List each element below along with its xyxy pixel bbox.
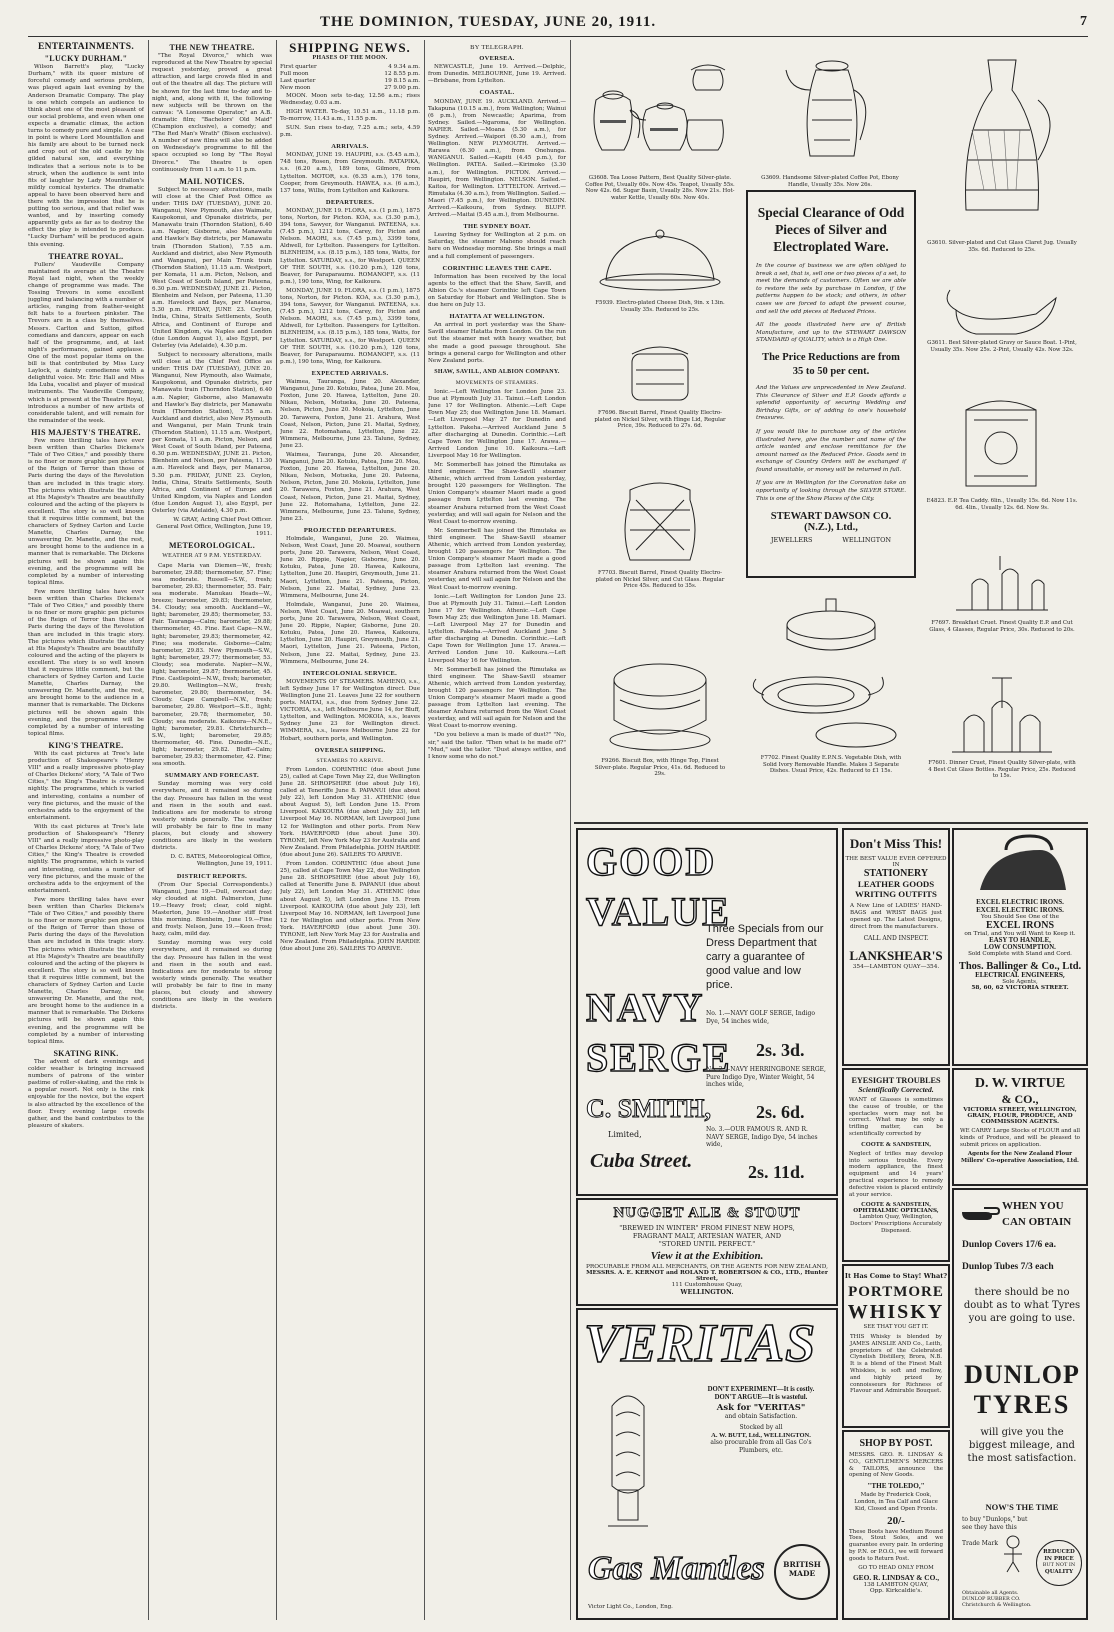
veritas-line: A. W. BUTT, Ltd., WELLINGTON.: [711, 1431, 811, 1439]
article-title: "LUCKY DURHAM.": [44, 54, 128, 64]
dunlop-now-text: to buy "Dunlops," but see they have this: [962, 1516, 1028, 1531]
article-body: Holmdale, Wanganui, June 20. Waimea, Nelson, West Coast, June 20. Moawai, southern ports, June 20. Tarawera, Nelson, West Coast, June 20. Rippie, Napier, Gisborne, June 20. Kotuku, Patea, June 20. Hawea, Kaikoura, Lyttelton, June 20. Haupiri, Greymouth, June 21. Maori, Lyttelton, June 21. Pateena, Picton, Nelson, June 22. Maitai, Sydney, June 23. Wimmera, Melbourne, June 24.: [280, 536, 420, 599]
article-body: Few more thrilling tales have ever been written than Charles Dickens's "Tale of Two Cities," and possibly there is no finer or more graphic pen pictures of the Reign of Terror than those of Paris during the days of the Revolution than are included in this tragic story. The pictures which illustrate the story at His Majesty's Theatre are beautifully coloured and the acting of the players is excellent. The story is so well known that it requires little comment, but the characters of Sydney Carton and Lucie Manette, Charles Darnay, the unwavering Dr. Manette, and the rest, are brought home to the audience in a manner that is remarkable. The Dickens pictures will be shown again this evening, and the programme will be completed by a number of interesting topical films.: [28, 896, 144, 1045]
moon-phase-row: Full moon 12 8.55 p.m.: [280, 71, 420, 78]
article-title: THE SYDNEY BOAT.: [463, 223, 531, 231]
portmore-whisky: WHISKY: [847, 1301, 945, 1323]
eyesight-role: OPHTHALMIC OPTICIANS,: [853, 1208, 939, 1215]
silverware-ad: [576, 40, 1088, 818]
nugget-line: FRAGRANT MALT, ARTESIAN WATER, AND: [632, 1232, 782, 1240]
article-body: Sunday morning was very cold everywhere, and it remained so during the day. Pressure has fallen in the west and risen in the south and east. Indications are for moderate to strong westerly winds generally. The weather will probably be fair to fine in many places, but cloudy and showery conditions are likely in the western districts.: [152, 781, 272, 852]
eyesight-name: COOTE & SANDSTEIN,: [861, 1201, 931, 1209]
item-caption: F7702. Finest Quality E.P.N.S. Vegetable Dish, with Solid Ivory Removable Handle. Makes 3 Separate Dishes. Usual Price, 42s. Reduced to £1 15s.: [760, 755, 902, 775]
notice-title: Special Clearance of Odd Pieces of Silver and Electroplated Ware.: [757, 205, 905, 254]
stamp-text: BRITISH: [783, 1560, 821, 1569]
seal-text: BUT NOT IN: [1042, 1562, 1076, 1568]
signoff: D. C. BATES, Meteorological Office, Wellington, June 19, 1911.: [170, 854, 272, 868]
article-body: MONDAY, JUNE 19. HAUPIRI, s.s. (5.45 a.m.), 748 tons, Rosen, from Greymouth. RATAPIKA, s.s. (6.20 a.m.), 189 tons, Gilmore, from Lyttelton. MOTOR, s.s. (6.35 a.m.), 176 tons, Cooper, from Greymouth. HAWEA, s.s. (6 a.m.), 137 tons, Willis, from Lyttelton and Kaikoura.: [280, 152, 420, 194]
column-rule: [570, 40, 571, 1620]
column-entertainments: [28, 40, 144, 1620]
serge-price-3: 2s. 11d.: [748, 1162, 805, 1182]
moon-phase-row: New moon 27 9.00 p.m.: [280, 85, 420, 92]
dunlop-trademark-label: Trade Mark: [962, 1540, 998, 1547]
item-caption: G3608. Tea Loose Pattern, Best Quality Silver-plate. Coffee Pot, Usually 60s. Now 45s. Teapot, Usually 55s. Now 42s. 6d. Sugar Basin, Usually 28s. Now 21s. Hot-water Kettle, Usually 60s. Now 40s.: [585, 175, 735, 201]
excel-title: EXCEL ELECTRIC IRONS.: [976, 906, 1064, 914]
post-addr: 138 LAMBTON QUAY,: [863, 1581, 929, 1588]
post-text: Made by Frederick Cook, London, in Tea Calf and Glace Kid, Closed and Open Fronts.: [854, 1492, 938, 1512]
post-item: "THE TOLEDO,": [867, 1482, 925, 1491]
dunlop-brand: TYRES: [973, 1390, 1071, 1419]
lankshear-cat: WRITING OUTFITS: [855, 889, 937, 899]
article-title: DISTRICT REPORTS.: [176, 872, 248, 880]
excel-line: Sold Complete with Stand and Cord.: [968, 951, 1072, 957]
dunlop-brand: DUNLOP: [964, 1360, 1080, 1389]
article-body: Subject to necessary alterations, mails will close at the Chief Post Office as under: THIS DAY (TUESDAY), JUNE 20. Wanganui, New Plymouth, also Waimate, Kaupokonui, and Opunake districts, per Manawatu train (Thorndon Station), 6.40 a.m. Napier, Gisborne, also Manawatu and Hawke's Bay districts, per Manawatu train (Thorndon Station), 7.55 a.m. Auckland and district, also New Plymouth and Wanganui, per Main Trunk train (Thorndon Station), 11.15 a.m. Westport, per Komata, 11 a.m. Picton, Nelson, and West Coast of South Island, per Pateena, 6.30 p.m. WEDNESDAY, JUNE 21. Picton, Blenheim and Nelson, per Pateena, 11.30 a.m. Havelock and Bays, per Manaroa, 5.30 p.m. FRIDAY, JUNE 23. Ceylon, India, China, Straits Settlements, South Africa, and Continent of Europe and United Kingdom, via Naples and London (due London August 1), also Egypt, per Osterley (via Adelaide), 4.30 p.m.: [152, 351, 272, 514]
veritas-brand: VERITAS: [584, 1313, 817, 1373]
serge-item-1: No. 1.—NAVY GOLF SERGE, Indigo Dye, 54 inches wide,: [706, 1010, 815, 1025]
lankshear-cat: STATIONERY: [863, 868, 929, 879]
item-caption: F7697. Breakfast Cruet. Finest Quality E.P. and Cut Glass, 4 Glasses, Regular Price, 30s. Reduced to 20s.: [929, 620, 1075, 633]
eyesight-sub: Scientifically Corrected.: [858, 1085, 934, 1094]
nugget-line: PROCURABLE FROM ALL MERCHANTS, OR THE AGENTS FOR NEW ZEALAND,: [586, 1264, 828, 1270]
trade-mark-figure-icon: [998, 1534, 1028, 1574]
item-caption: F7601. Dinner Cruet, Finest Quality Silver-plate, with 4 Best Cut Glass Bottles. Regular Price, 25s. Reduced to 15s.: [928, 760, 1076, 780]
excel-line: LOW CONSUMPTION.: [984, 944, 1056, 951]
cheese-dish-illustration: [576, 220, 744, 340]
lankshear-title: Don't Miss This!: [849, 836, 943, 851]
article-title: HATATTA AT WELLINGTON.: [449, 313, 545, 321]
portmore-name: PORTMORE: [848, 1284, 944, 1300]
virtue-agents: Agents for the New Zealand Flour Millers' Co-operative Association, Ltd.: [961, 1151, 1079, 1165]
item-caption: G3609. Handsome Silver-plated Coffee Pot, Ebony Handle, Usually 35s. Now 26s.: [761, 175, 899, 188]
virtue-co: & CO.,: [1001, 1092, 1039, 1106]
item-caption: G3610. Silver-plated and Cut Glass Claret Jug. Usually 35s. 6d. Reduced to 25s.: [927, 240, 1077, 253]
article-body: With its cast pictures at Tree's late production of Shakespeare's "Henry VIII" and a really impressive photo-play of Charles Dickens' story, "A Tale of Two Cities," the King's Theatre is crowded nightly. The programme, which is varied and interesting, contains a number of very fine pictures, and the music of the orchestra adds to the enjoyment of the entertainment.: [28, 823, 144, 894]
article-body: Ionic.—Left Wellington for London June 23. Due at Plymouth July 31. Tainui.—Left London June 17 for Wellington. Athenic.—Left Cape Town May 25; due Wellington June 18. Mamari.—Left Liverpool May 27 for Dunedin and Lyttelton. Pakeha.—Arrived Auckland June 5 after discharging at Dunedin. Corinthic.—Left Cape Town for Wellington June 17. Arawa.—Arrived London June 10. Kaikoura.—Left Liverpool May 16 for Wellington.: [428, 593, 566, 664]
article-body: NEWCASTLE, June 19. Arrived.—Delphic, from Dunedin. MELBOURNE, June 19. Arrived.—Brisbane, from Lyttelton.: [428, 64, 566, 85]
nugget-addr: 111 Customhouse Quay,: [671, 1282, 743, 1288]
seal-text: IN PRICE: [1044, 1555, 1074, 1562]
dunlop-when: WHEN YOU: [1002, 1200, 1064, 1212]
virtue-line: VICTORIA STREET, WELLINGTON,: [963, 1107, 1077, 1113]
eyesight-text: Neglect of trifles may develop into serious trouble. Every modern appliance, the finest equipment and 14 years' practical experience to remedy defective vision is placed entirely at your service.: [849, 1150, 943, 1198]
dunlop-text: will give you the biggest mileage, and the most satisfaction.: [967, 1427, 1077, 1464]
dunlop-tubes: Dunlop Tubes 7/3 each: [962, 1262, 1054, 1272]
article-body: MONDAY, JUNE 19. FLORA, s.s. (1 p.m.), 1875 tons, Norton, for Picton. KOA, s.s. (3.30 p.m.), 394 tons, Sawyer, for Wanganui. PATEENA, s.s. (7.45 p.m.), 1212 tons, Carey, for Picton and Nelson. MAORI, s.s. (7.45 p.m.), 3399 tons, Aldwell, for Lyttelton. Passengers for Lyttelton. BLENHEIM, s.s. (8.15 p.m.), 185 tons, Watts, for Lyttelton. SATURDAY, s.s., for Westport. QUEEN OF THE SOUTH, s.s. (10.20 p.m.), 126 tons, Beaver, for Paraparaumu. ROMANOFF, s.s. (11 p.m.), 190 tons, Wing, for Kaikoura.: [280, 287, 420, 365]
good-heading: GOOD: [586, 839, 717, 884]
article-title: BY TELEGRAPH.: [470, 44, 524, 51]
british-made-stamp: [774, 1544, 830, 1600]
page-number: 7: [1080, 14, 1087, 29]
article-title: COASTAL.: [479, 89, 515, 97]
firm-sub: JEWELLERS WELLINGTON: [770, 536, 892, 545]
portmore-line: It Has Come to Stay! What?: [844, 1272, 948, 1280]
claret-jug-illustration: [916, 40, 1088, 280]
article-body: Waimea, Tauranga, June 20. Alexander, Wanganui, June 20. Kotuku, Patea, June 20. Moa, Foxton, June 20. Hawea, Lyttelton, June 20. Nikau, Nelson, Motueka, June 20. Pateena, Nelson, Picton, June 20. Mokoia, Lyttelton, June 20. Tarawera, Foxton, June 21. Arahura, West Coast, Nelson, Picton, June 21. Maitai, Sydney, June 22. Rotomahana, Lyttelton, June 22. Wimmera, Melbourne, June 23. Talune, Sydney, June 23.: [280, 451, 420, 522]
biscuit-barrel-illustration: [576, 340, 744, 470]
column-notices: [152, 40, 272, 1620]
value-heading: VALUE: [586, 889, 731, 934]
excel-title: EXCEL ELECTRIC IRONS.: [976, 898, 1064, 906]
article-body: An arrival in port yesterday was the Shaw-Savill steamer Hatatta from London. On the run out the steamer met with heavy weather, but she made a good passage throughout. She brings a general cargo for Wellington and other New Zealand ports.: [428, 322, 566, 364]
portmore-ad: [842, 1264, 950, 1428]
article-body: MONDAY, JUNE 19. AUCKLAND. Arrived.—Takapuna (10.15 a.m.), from Wellington; Wainui (6 p.m.), from Newcastle; Aparima, from Sydney. Sailed.—Ngaroma, for Wellington. NAPIER. Sailed.—Moana (5.30 a.m.), for Sydney. Arrived.—Waipori (6.30 a.m.), from Wellington. NEW PLYMOUTH. Arrived.—Rarawa (6.30 a.m.), from Onehunga. WANGANUI. Sailed.—Kapiti (4.45 p.m.), for Wellington. PATEA. Sailed.—Kirimoko (3.30 a.m.), for Wellington. PICTON. Arrived.—Haupiri, from Wellington. NELSON. Sailed.—Kaitoa, for Wellington. LYTTELTON. Arrived.—Rimutaka (4.30 a.m.), from Wellington. Sailed.—Maori (7.45 p.m.), for Wellington. DUNEDIN. Arrived.—Kaikoura, from Sydney. BLUFF. Arrived.—Maitai (5.45 a.m.), from Melbourne.: [428, 98, 566, 219]
section-heading: ENTERTAINMENTS.: [37, 42, 135, 52]
post-firm: GEO. R. LINDSAY & CO.,: [852, 1572, 940, 1582]
item-caption: F7696. Biscuit Barrel, Finest Quality Electro-plated on Nickel Silver, with Hinge Lid, Regular Price, 39s. Reduced to 27s. 6d.: [594, 410, 726, 430]
article-body: Information has been received by the local agents to the effect that the Shaw, Savill, and Albion Co.'s steamer Corinthic left Cape Town on Saturday for Hobart and Wellington. She is due here on July 13.: [428, 273, 566, 309]
article-body: Wilson Barrett's play, "Lucky Durham," with its queer mixture of forceful comedy and serious problem, was played again last evening by the Anderson Dramatic Company. The play is one which compels an audience to think about one of the most pleasant of our social problems, and even when one expects a dramatic climax, the action turns to comedy pure and simple. A case in point is where Lord Mountfallon and his family are about to be turned neck and crop out of the old castle by his gilded natural son, and everything indicates that a serious note is to be struck, when the audience is sent into fits of laughter by Lady Mountfallon's mildly comical hysterics. The dramatic appeal to have been observed here and there with the impression that he is putting too serious, and that relief was wanted, and by inserting comedy apparently gets as far as to destroy the effect the play is intended to produce. "Lucky Durham" will be produced again this evening.: [28, 64, 144, 248]
reduced-price-seal: [1036, 1540, 1082, 1586]
article-body: Subject to necessary alterations, mails will close at the Chief Post Office as under: THIS DAY (TUESDAY), JUNE 20. Wanganui, New Plymouth, also Waimate, Kaupokonui, and Opunake districts, per Manawatu train (Thorndon Station), 6.40 a.m. Napier, Gisborne, also Manawatu and Hawke's Bay districts, per Manawatu train (Thorndon Station), 7.55 a.m. Auckland and district, also New Plymouth and Wanganui, per Main Trunk train (Thorndon Station), 11.15 a.m. Westport, per Komata, 11 a.m. Picton, Nelson, and West Coast of South Island, per Pateena, 6.30 p.m. WEDNESDAY, JUNE 21. Picton, Blenheim and Nelson, per Pateena, 11.30 a.m. Havelock and Bays, per Manaroa, 5.30 p.m. FRIDAY, JUNE 23. Ceylon, India, China, Straits Settlements, South Africa, and Continent of Europe and United Kingdom, via Naples and London (due London August 1), also Egypt, per Osterley (via Adelaide), 4.30 p.m.: [152, 186, 272, 349]
article-title: HIS MAJESTY'S THEATRE.: [31, 427, 141, 437]
stamp-text: MADE: [788, 1569, 816, 1578]
lankshear-text: A New Line of LADIES' HAND-BAGS and WRIST BAGS just opened up. The Latest Designs, direct from the manufacturers.: [850, 903, 942, 930]
article-title: INTERCOLONIAL SERVICE.: [302, 669, 398, 677]
post-text: These Boots have Medium Round Toes, Stout Soles, and we guarantee every pair. In ordering by P.N. or P.O.O., we will forward goods to Return Post.: [849, 1528, 943, 1562]
biscuit-box-illustration: [576, 640, 744, 816]
article-subtitle: WEATHER AT 9 P.M. YESTERDAY.: [162, 553, 262, 560]
smith-street: Cuba Street.: [590, 1150, 693, 1172]
dunlop-covers: Dunlop Covers 17/6 ea.: [962, 1240, 1056, 1250]
article-body: Mr. Sommerbell has joined the Rimutaka as third engineer. The Shaw-Savill steamer Athenic, which arrived from London yesterday, brought 120 passengers for Wellington. The Union Company's steamer Maori made a good passage from Lyttelton last evening. The steamer Arahura returned from the West Coast yesterday, and will sail again for Nelson and the West Coast to-morrow evening.: [428, 461, 566, 525]
eyesight-text: WANT of Glasses is sometimes the cause of trouble, or the spectacles worn may not be correct. What may be only a trifling matter, can be scientifically corrected by: [849, 1097, 943, 1137]
veritas-line: and obtain Satisfaction.: [724, 1412, 798, 1420]
veritas-line: Stocked by all: [739, 1424, 783, 1431]
lankshear-line: IN: [892, 862, 900, 868]
article-body: The advent of dark evenings and colder weather is bringing increased numbers of patrons of the winter pastime of roller-skating, and the rink is a popular resort. Not only is the rink enjoyable for the novice, but the expert is also attracted by the excellence of the floor. Every evening large crowds gather, and the band contributes to the pleasure of skaters.: [28, 1058, 144, 1129]
eyesight-addr: Lambton Quay, Wellington, Doctors' Prescriptions Accurately Dispensed.: [850, 1214, 942, 1234]
nugget-ale-ad: [576, 1198, 838, 1306]
gas-mantle-icon: [588, 1386, 668, 1536]
lankshear-cat: LEATHER GOODS: [857, 879, 935, 889]
excel-irons-ad: [952, 828, 1088, 1066]
navy-serge-ad: [576, 828, 838, 1196]
notice-body: All the goods illustrated here are of British Manufacture, and up to the STEWART DAWSON STANDARD of QUALITY, which is a High One.: [756, 322, 906, 344]
nugget-city: WELLINGTON.: [680, 1288, 734, 1296]
column-telegraph: [428, 40, 566, 1620]
notice-price-headline: The Price Reductions are from 35 to 50 per cent.: [762, 351, 900, 377]
eyesight-ad: [842, 1068, 950, 1262]
dunlop-text: there should be no doubt as to what Tyres you are going to use.: [963, 1287, 1081, 1324]
article-body: MOVEMENTS OF STEAMERS. MAHENO, s.s., left Sydney June 17 for Wellington direct. Due Wellington June 21. Leaves June 22 for southern ports. MAITAI, s.s., due from Sydney June 22. VICTORIA, s.s., left Melbourne June 14, for Bluff, Lyttelton, and Wellington. MOKOIA, s.s., leaves Sydney June 23 for Wellington direct. WIMMERA, s.s., leaves Melbourne June 22 for Hobart, southern ports, and Wellington.: [280, 678, 420, 742]
lankshear-ad: [842, 828, 950, 1066]
article-body: Holmdale, Wanganui, June 20. Waimea, Nelson, West Coast, June 20. Moawai, southern ports, June 20. Tarawera, Nelson, West Coast, June 20. Rippie, Napier, Gisborne, June 20. Kotuku, Patea, June 20. Hawea, Kaikoura, Lyttelton, June 20. Haupiri, Greymouth, June 21. Maori, Lyttelton, June 21. Pateena, Picton, Nelson, June 22. Maitai, Sydney, June 23. Wimmera, Melbourne, June 24.: [280, 601, 420, 665]
excel-line: ELECTRICAL ENGINEERS,: [975, 972, 1065, 979]
article-body: Cape Maria van Diemen—W., fresh; barometer, 29.88; thermometer, 57. Fine; sea moderate. Russell—S.W., fresh; barometer, 29.83; thermometer, 55. Fair; sea moderate. Manukau Heads—W., breeze; barometer, 29.83; thermometer, 54. Cloudy; sea smooth. Auckland—W., light; barometer, 29.85; thermometer, 53. Fair. Tauranga—Calm; barometer, 29.88; thermometer, 45. Fine. East Cape—N.W., light; barometer, 29.83; thermometer, 42. Fine; sea moderate. Gisborne—Calm; barometer, 29.83. New Plymouth—S.W., light; barometer, 29.77; thermometer, 53. Cloudy; sea moderate. Napier—N.W., light; barometer, 29.87; thermometer, 45. Fine. Castlepoint—N.W., fresh; barometer, 29.80. Wellington—N.W., fresh; barometer, 29.80; thermometer, 54. Cloudy. Cape Campbell—N.W., fresh; barometer, 29.80. Westport—S.E., light; barometer, 29.78; thermometer, 50. Cloudy; sea moderate. Kaikoura—N.N.E., light; barometer, 29.81. Christchurch—S.W., light; barometer, 29.85; thermometer, 46. Fine. Dunedin—N.E., light; barometer, 29.82. Bluff—Calm; barometer, 29.83; thermometer, 42. Fine; sea smooth.: [152, 562, 272, 768]
lankshear-name: LANKSHEAR'S: [849, 948, 943, 963]
article-title: PROJECTED DEPARTURES.: [303, 526, 397, 534]
nugget-agents: MESSRS. A. E. KERNOT and ROLAND T. ROBERTSON & CO., LTD., Hunter Street,: [586, 1270, 828, 1282]
item-caption: F7703. Biscuit Barrel, Finest Quality Electro-plated on Nickel Silver, and Cut Glass. Regular Price 45s. Reduced to 35s.: [595, 570, 725, 590]
dunlop-footer: Obtainable all Agents. DUNLOP RUBBER CO. Christchurch & Wellington.: [962, 1590, 1032, 1609]
seal-text: REDUCED: [1043, 1549, 1075, 1555]
article-title: OVERSEA.: [479, 55, 515, 63]
excel-line: EXCEL IRONS: [985, 920, 1055, 931]
seal-text: QUALITY: [1044, 1568, 1074, 1575]
virtue-line: COMMISSION AGENTS.: [980, 1119, 1059, 1125]
lankshear-call: CALL AND INSPECT.: [863, 935, 929, 942]
notice-body: If you would like to purchase any of the articles illustrated here, give the number and name of the article wanted and enclose remittance for the amount named as the Reduced Price. Goods sent in exchange of Country Orders will be exchanged if found unsuitable, or money will be returned in full.: [756, 428, 906, 473]
excel-line: on Trial, and You will Want to Keep it.: [964, 931, 1076, 937]
serge-price-1: 2s. 3d.: [756, 1040, 805, 1060]
serge-price-2: 2s. 6d.: [756, 1102, 805, 1122]
lankshear-addr: 354—LAMBTON QUAY—354.: [852, 964, 940, 970]
masthead: [0, 0, 1114, 36]
article-subtitle: STEAMERS TO ARRIVE.: [316, 757, 384, 764]
masthead-rule: [28, 36, 1088, 37]
article-title: SKATING RINK.: [53, 1048, 119, 1058]
moon-phases: [280, 64, 420, 92]
post-text: MESSRS. GEO. R. LINDSAY & CO., GENTLEMEN'S MERCERS & TAILORS, announce the opening of New Goods.: [849, 1452, 943, 1479]
article-title: SUMMARY AND FORECAST.: [164, 772, 259, 780]
virtue-line: GRAIN, FLOUR, PRODUCE, AND: [967, 1113, 1073, 1119]
excel-line: Sole Agents,: [1002, 979, 1038, 985]
item-caption: F9266. Biscuit Box, with Hinge Top, Finest Silver-plate. Regular Price, 41s. 6d. Reduced to 29s.: [594, 758, 726, 778]
post-title: SHOP BY POST.: [859, 1438, 933, 1449]
moon-phase-row: Last quarter 19 8.15 a.m.: [280, 78, 420, 85]
veritas-line: Plumbers, etc.: [739, 1446, 783, 1454]
serge-heading: SERGE: [586, 1035, 732, 1080]
masthead-title: THE DOMINION, TUESDAY, JUNE 20, 1911.: [320, 14, 657, 30]
column-rule: [424, 40, 425, 1620]
veritas-ad: [576, 1308, 838, 1620]
dunlop-obtain: CAN OBTAIN: [1002, 1216, 1072, 1228]
article-body: Sunday morning was very cold everywhere, and it remained so during the day. Pressure has fallen in the west and risen in the south and east. Indications are for moderate to strong westerly winds generally. The weather will probably be fair to fine in many places, but cloudy and showery conditions are likely in the western districts.: [152, 940, 272, 1011]
post-text: GO TO HEAD ONLY FROM: [858, 1564, 934, 1571]
article-body: Leaving Sydney for Wellington at 2 p.m. on Saturday, the steamer Maheno should reach here on Wednesday morning. She brings a mail and a full complement of passengers.: [428, 232, 566, 260]
article-body: MOON. Moon sets to-day, 12.56 a.m.; rises Wednesday, 0.03 a.m.: [280, 92, 420, 106]
article-title: EXPECTED ARRIVALS.: [311, 369, 389, 377]
nugget-line: "STORED UNTIL PERFECT.": [658, 1240, 756, 1248]
dunlop-now: NOW'S THE TIME: [985, 1502, 1059, 1512]
breakfast-cruet-illustration: [916, 550, 1088, 670]
virtue-name: D. W. VIRTUE: [974, 1076, 1066, 1091]
article-title: METEOROLOGICAL.: [168, 541, 256, 551]
tea-caddy-illustration: [916, 390, 1088, 550]
coffee-pot-illustration: [746, 40, 914, 210]
smith-limited: Limited,: [608, 1130, 642, 1139]
coffee-set-illustration: [576, 40, 744, 210]
article-body: With its cast pictures at Tree's late production of Shakespeare's "Henry VIII" and a really impressive photo-play of Charles Dickens' story, "A Tale of Two Cities," the King's Theatre is crowded nightly. The programme, which is varied and interesting, contains a number of very fine pictures, and the music of the orchestra adds to the enjoyment of the entertainment.: [28, 751, 144, 821]
navy-heading: NAVY: [586, 985, 705, 1030]
notice-body: And the Values are unprecedented in New Zealand. This Clearance of Silver and E.P. Goods affords a splendid opportunity of securing Wedding and Birthday Gifts, or of adding to one's household treasures.: [756, 384, 906, 422]
eyesight-title: EYESIGHT TROUBLES: [851, 1076, 941, 1085]
article-title: THEATRE ROYAL.: [48, 251, 124, 261]
item-caption: G3611. Best Silver-plated Gravy or Sauce Boat. 1-Pint, Usually 35s. Now 25s. 2-Pint, Usually 42s. Now 32s.: [927, 340, 1077, 353]
article-body: "Do you believe a man is made of dust?" "No, sir," said the tailor. "Then what is he made of?" "Mud," said the tailor. "Dust always settles, and I know some who do not.": [428, 732, 566, 760]
serge-item-2: No. 2.—NAVY HERRINGBONE SERGE, Pure Indigo Dye, Winter Weight, 54 inches wide,: [706, 1066, 826, 1088]
hand-pointer-icon: [960, 1198, 1000, 1228]
item-caption: E4823. E.P. Tea Caddy. 6lin., Usually 15s. 6d. Now 11s. 6d. 4lin., Usually 12s. 6d. Now 9s.: [926, 498, 1078, 511]
vegetable-dish-illustration: [746, 585, 916, 815]
article-body: HIGH WATER. To-day, 10.51 a.m., 11.18 p.m. To-morrow, 11.43 a.m., 11.55 p.m.: [280, 108, 420, 122]
eyesight-name: COOTE & SANDSTEIN,: [861, 1140, 931, 1148]
article-body: Few more thrilling tales have ever been written than Charles Dickens's "Tale of Two Cities," and possibly there is no finer or more graphic pen pictures of the Reign of Terror than those of Paris during the days of the Revolution than are included in this tragic story. The pictures which illustrate the story at His Majesty's Theatre are beautifully coloured and the acting of the players is excellent. The story is so well known that it requires little comment, but the characters of Sydney Carton and Lucie Manette, Charles Darnay, the unwavering Dr. Manette, and the rest, are brought home to the audience in a manner that is remarkable. The Dickens pictures will be shown again this evening, and the programme will be completed by a number of interesting topical films.: [28, 437, 144, 586]
article-body: Few more thrilling tales have ever been written than Charles Dickens's "Tale of Two Cities," and possibly there is no finer or more graphic pen pictures of the Reign of Terror than those of Paris during the days of the Revolution than are included in this tragic story. The pictures which illustrate the story at His Majesty's Theatre are beautifully coloured and the acting of the players is excellent. The story is so well known that it requires little comment, but the characters of Sydney Carton and Lucie Manette, Charles Darnay, the unwavering Dr. Manette, and the rest, are brought home to the audience in a manner that is remarkable. The Dickens pictures will be shown again this evening, and the programme will be completed by a number of interesting topical films.: [28, 588, 144, 737]
veritas-footer: Victor Light Co., London, Eng.: [588, 1604, 673, 1610]
article-body: MONDAY, JUNE 19. FLORA, s.s. (1 p.m.), 1875 tons, Norton, for Picton. KOA, s.s. (3.30 p.m.), 394 tons, Sawyer, for Wanganui. PATEENA, s.s. (7.45 p.m.), 1212 tons, Carey, for Picton and Nelson. MAORI, s.s. (7.45 p.m.), 3399 tons, Aldwell, for Lyttelton. Passengers for Lyttelton. BLENHEIM, s.s. (8.15 p.m.), 185 tons, Watts, for Lyttelton. SATURDAY, s.s., for Westport. QUEEN OF THE SOUTH, s.s. (10.20 p.m.), 126 tons, Beaver, for Paraparaumu. ROMANOFF, s.s. (11 p.m.), 190 tons, Wing, for Kaikoura.: [280, 207, 420, 285]
article-body: Mr. Sommerbell has joined the Rimutaka as third engineer. The Shaw-Savill steamer Athenic, which arrived from London yesterday, brought 120 passengers for Wellington. The Union Company's steamer Maori made a good passage from Lyttelton last evening. The steamer Arahura returned from the West Coast yesterday, and will sail again for Nelson and the West Coast to-morrow evening.: [428, 527, 566, 591]
biscuit-barrel-glass-illustration: [576, 470, 744, 630]
post-addr: Opp. Kirkcaldie's.: [869, 1587, 923, 1594]
shop-by-post-ad: [842, 1430, 950, 1620]
article-title: PHASES OF THE MOON.: [312, 55, 388, 62]
serge-intro: Three Specials from our Dress Department that carry a guarantee of good value and low price.: [706, 923, 824, 991]
smith-name: C. SMITH,: [586, 1094, 711, 1123]
veritas-line: Ask for "VERITAS": [716, 1403, 806, 1413]
virtue-ad: [952, 1068, 1088, 1186]
column-shipping: [280, 40, 420, 1620]
column-rule: [276, 40, 277, 1620]
article-subtitle: MOVEMENTS OF STEAMERS.: [455, 379, 539, 386]
article-body: Fullers' Vaudeville Company maintained its average at the Theatre Royal last night, when the weekly change of programme was made. The Tossing Trevors in some excellent juggling and balancing with a number of articles, ranging from feather-weight felt hats to a fourteen pinkster. The Trevors are in a class by themselves. Messrs. Carlton and Sutton, gifted comedians and dancers, appear on each half of the programme, and, at last night's performance, gained applause. One of the most popular items on the bill is that contributed by Miss Lucy Laylock, a dainty comedienne with a delightful voice. Mr. Eric Hall and Miss Ida Luba, vocalist and player of musical instruments. The Vaudeville Company, which is at present at the Theatre Royal, introduces a number of new artists of considerable talent, and will remain for the remainder of the week.: [28, 261, 144, 424]
firm-name: STEWART DAWSON CO. (N.Z.), Ltd.,: [770, 511, 892, 534]
article-title: SHAW, SAVILL, AND ALBION COMPANY.: [434, 368, 560, 375]
item-caption: F5939. Electro-plated Cheese Dish, 9in. x 13in. Usually 35s. Reduced to 25s.: [595, 300, 725, 313]
signoff: W. GRAY, Acting Chief Post Officer. General Post Office, Wellington, June 19, 1911.: [156, 517, 272, 538]
section-rule: [574, 822, 1088, 824]
excel-line: You Should See One of the: [980, 914, 1060, 920]
veritas-line: also procurable from all Gas Co's: [710, 1439, 812, 1446]
veritas-line: DON'T EXPERIMENT—It is costly.: [707, 1386, 815, 1393]
electric-iron-icon: [970, 834, 1070, 898]
nugget-view: View it at the Exhibition.: [650, 1250, 764, 1262]
article-body: (From Our Special Correspondents.) Wanganui, June 19.—Dull, overcast day; sky clouded at night. Palmerston, June 19.—Heavy frost; clear, cold night. Masterton, June 19.—Another stiff frost this morning. Blenheim, June 19.—Fine and frosty. Nelson, June 19.—Keen frost; hazy, calm, mild day.: [152, 881, 272, 938]
article-body: From London. CORINTHIC (due about June 25), called at Cape Town May 22, due Wellington June 28. SHROPSHIRE (due about July 16), called at Teneriffe June 8. PAPANUI (due about July 22), left London May 31. ATHENIC (due about August 5), left London June 15. From Liverpool. KAIKOURA (due about July 23), left Liverpool May 16. NORMAN, left Liverpool June 12 for Wellington and other ports. From New York. HAVERFORD (due about June 30). TYRONE, left New York May 23 for Australia and New Zealand. From Philadelphia. JOHN HARDIE (due about June 26). SAILERS TO ARRIVE.: [280, 861, 420, 953]
gas-mantles-heading: Gas Mantles: [588, 1550, 765, 1587]
moon-phase-row: First quarter 4 9.34 a.m.: [280, 64, 420, 71]
dunlop-ad: [952, 1188, 1088, 1620]
article-title: MAIL NOTICES.: [179, 176, 245, 186]
notice-body: In the course of business we are often obliged to break a set, that is, sell one or two pieces of a set, to meet the demands of customers. Often we are able to restore the sets by purchase in London, if the patterns happen to be stock; and others, in other cases we are forced to adapt the present course, and sell the odd pieces at Reduced Prices.: [756, 263, 906, 315]
article-body: Ionic.—Left Wellington for London June 23. Due at Plymouth July 31. Tainui.—Left London June 17 for Wellington. Athenic.—Left Cape Town May 25; due Wellington June 18. Mamari.—Left Liverpool May 27 for Dunedin and Lyttelton. Pakeha.—Arrived Auckland June 5 after discharging at Dunedin. Corinthic.—Left Cape Town for Wellington June 17. Arawa.—Arrived London June 10. Kaikoura.—Left Liverpool May 16 for Wellington.: [428, 389, 566, 459]
section-heading: SHIPPING NEWS.: [289, 40, 411, 55]
post-price: 20/-: [887, 1514, 905, 1527]
veritas-text: [688, 1386, 834, 1454]
article-body: Waimea, Tauranga, June 20. Alexander, Wanganui, June 20. Kotuku, Patea, June 20. Moa, Foxton, June 20. Hawea, Lyttelton, June 20. Nikau, Nelson, Motueka, June 20. Pateena, Nelson, Picton, June 20. Mokoia, Lyttelton, June 20. Tarawera, Foxton, June 21. Arahura, West Coast, Nelson, Picton, June 21. Maitai, Sydney, June 22. Rotomahana, Lyttelton, June 22. Wimmera, Melbourne, June 23. Talune, Sydney, June 23.: [280, 379, 420, 449]
article-body: SUN. Sun rises to-day, 7.25 a.m.; sets, 4.59 p.m.: [280, 124, 420, 139]
excel-line: 58, 60, 62 VICTORIA STREET.: [971, 985, 1069, 991]
article-title: CORINTHIC LEAVES THE CAPE.: [442, 264, 552, 272]
article-title: DEPARTURES.: [325, 198, 375, 206]
article-title: OVERSEA SHIPPING.: [314, 746, 386, 754]
lankshear-line: THE BEST VALUE EVER OFFERED: [845, 856, 947, 862]
virtue-text: WE CARRY Large Stocks of FLOUR and all kinds of Produce, and will be pleased to submit prices on application.: [960, 1128, 1080, 1148]
dinner-cruet-illustration: [916, 670, 1088, 816]
notice-body: If you are in Wellington for the Coronation take an opportunity of looking through the SILVER STORE. This is one of the Show Places of the City.: [756, 480, 906, 502]
article-body: Mr. Sommerbell has joined the Rimutaka as third engineer. The Shaw-Savill steamer Athenic, which arrived from London yesterday, brought 120 passengers for Wellington. The Union Company's steamer Maori made a good passage from Lyttelton last evening. The steamer Arahura returned from the West Coast yesterday, and will sail again for Nelson and the West Coast to-morrow evening.: [428, 666, 566, 730]
portmore-text: THIS Whisky is blended by JAMES AINSLIE AND Co., Leith, proprietors of the Celebrated Clynelish Distillery, Brora, N.B. It is a blend of the Finest Malt Whiskies, is soft and mellow, and highly prized by connoisseurs for Richness of Flavour and Admirable Bouquet.: [850, 1334, 942, 1395]
serge-item-3: No. 3.—OUR FAMOUS R. AND R. NAVY SERGE, Indigo Dye, 54 inches wide,: [706, 1126, 818, 1148]
article-title: THE NEW THEATRE.: [169, 43, 255, 52]
article-body: From London. CORINTHIC (due about June 25), called at Cape Town May 22, due Wellington June 28. SHROPSHIRE (due about July 16), called at Teneriffe June 8. PAPANUI (due about July 22), left London May 31. ATHENIC (due about August 5), left London June 15. From Liverpool. KAIKOURA (due about July 23), left Liverpool May 16. NORMAN, left Liverpool June 12 for Wellington and other ports. From New York. HAVERFORD (due about June 30). TYRONE, left New York May 23 for Australia and New Zealand. From Philadelphia. JOHN HARDIE (due about June 26). SAILERS TO ARRIVE.: [280, 766, 420, 858]
article-body: "The Royal Divorce," which was reproduced at the New Theatre by special request yesterday, proved a great attraction, and large crowds filed in and out of the theatre all day. The picture will be shown for the last time to-day and to-night, and, along with it, the following new subjects will be thrown on the canvas: "A Lonesome Operator," an A.B. dramatic film; "Bachelors' Old Maid" (Champion exclusive), a comedy; and "The Red Man's Wrath" (Bison exclusive). A number of new films will also be added on Wednesday's programme to fill the space occupied so long by "The Royal Divorce." The theatre is open continuously from 11 a.m. to 11 p.m.: [152, 53, 272, 173]
article-title: ARRIVALS.: [331, 143, 369, 151]
clearance-notice: [746, 190, 916, 578]
gravy-boat-illustration: [916, 280, 1088, 390]
excel-line: EASY TO HANDLE,: [989, 937, 1051, 944]
excel-firm: Thos. Ballinger & Co., Ltd.: [958, 961, 1082, 972]
veritas-line: DON'T ARGUE—It is wasteful.: [714, 1393, 808, 1401]
column-rule: [148, 40, 149, 1620]
nugget-line: "BREWED IN WINTER" FROM FINEST NEW HOPS,: [619, 1224, 795, 1232]
portmore-line: SEE THAT YOU GET IT.: [863, 1324, 929, 1330]
nugget-title: NUGGET ALE & STOUT: [613, 1205, 801, 1221]
article-title: KING'S THEATRE.: [48, 740, 124, 750]
